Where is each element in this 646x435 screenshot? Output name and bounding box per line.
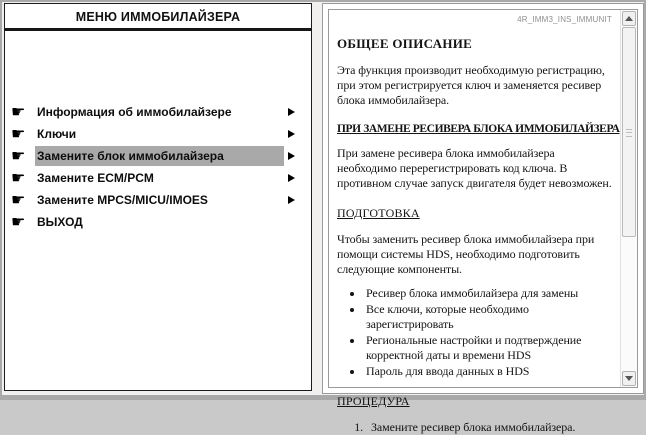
pointing-hand-icon: ☛ [11, 146, 26, 165]
heading-preparation: ПОДГОТОВКА [337, 206, 420, 220]
title-divider [5, 28, 311, 31]
scroll-up-button[interactable] [622, 11, 636, 26]
document-panel [328, 9, 638, 434]
bullet-item: • Пароль для ввода данных в HDS [364, 364, 616, 380]
document-code: 4R_IMM3_INS_IMMUNIT [517, 15, 612, 24]
right-triangle-icon [288, 108, 305, 116]
preparation-bullet-list [337, 286, 616, 379]
heading-general-description: ОБЩЕЕ ОПИСАНИЕ [337, 36, 473, 51]
arrow-up-icon [625, 16, 633, 21]
pointing-hand-icon: ☛ [11, 124, 26, 143]
heading-procedure: ПРОЦЕДУРА [337, 394, 410, 408]
scrollbar-grip [626, 129, 632, 137]
right-triangle-icon [288, 152, 305, 160]
menu-list [5, 101, 311, 233]
paragraph-general: Эта функция производит необходимую регистрацию, при этом регистрируется ключ и заменяется ресивер блока иммобилайзера. [337, 63, 605, 107]
right-triangle-icon [288, 174, 305, 182]
pointing-hand-icon: ☛ [11, 102, 26, 121]
menu-item-label: Замените ECM/PCM [37, 171, 154, 185]
menu-item-keys[interactable] [5, 123, 311, 145]
immobilizer-menu-panel [4, 3, 312, 391]
step-number: 1. [354, 420, 363, 434]
menu-item-replace-ecm-pcm[interactable] [5, 167, 311, 189]
menu-item-exit[interactable] [5, 211, 311, 233]
pointing-hand-icon: ☛ [11, 168, 26, 187]
procedure-step-1 [343, 420, 616, 435]
pointing-hand-icon: ☛ [11, 190, 26, 209]
paragraph-replace: При замене ресивера блока иммобилайзера необходимо перерегистрировать код ключа. В противном случае запуск двигателя будет невозможен. [337, 146, 612, 190]
heading-replace-receiver: ПРИ ЗАМЕНЕ РЕСИВЕРА БЛОКА ИММОБИЛАЙЗЕРА [337, 123, 620, 135]
scroll-down-button[interactable] [622, 371, 636, 386]
vertical-scrollbar[interactable] [620, 10, 637, 387]
document-panel-frame [322, 3, 644, 434]
menu-item-replace-immobilizer-unit[interactable] [5, 145, 311, 167]
bullet-item: • Региональные настройки и подтверждение корректной даты и времени HDS [364, 333, 616, 364]
menu-item-label: ВЫХОД [37, 215, 83, 229]
bullet-item: • Ресивер блока иммобилайзера для замены [364, 286, 616, 302]
document-content[interactable] [329, 10, 620, 434]
bullet-item: • Все ключи, которые необходимо зарегистрировать [364, 302, 616, 333]
menu-item-label-selected: Замените блок иммобилайзера [35, 146, 284, 166]
arrow-down-icon [625, 376, 633, 381]
menu-item-label: Информация об иммобилайзере [37, 105, 232, 119]
step-text: Замените ресивер блока иммобилайзера. [371, 420, 576, 434]
right-triangle-icon [288, 130, 305, 138]
paragraph-preparation: Чтобы заменить ресивер блока иммобилайзера при помощи системы HDS, необходимо подготовить следующие компоненты. [337, 232, 595, 276]
menu-item-label: Ключи [37, 127, 77, 141]
menu-item-label: Замените MPCS/MICU/IMOES [37, 193, 208, 207]
scrollbar-thumb[interactable] [622, 27, 636, 237]
pointing-hand-icon: ☛ [11, 212, 26, 231]
menu-item-immobilizer-info[interactable] [5, 101, 311, 123]
right-triangle-icon [288, 196, 305, 204]
menu-item-replace-mpcs-micu-imoes[interactable] [5, 189, 311, 211]
menu-title: МЕНЮ ИММОБИЛАЙЗЕРА [75, 10, 241, 24]
